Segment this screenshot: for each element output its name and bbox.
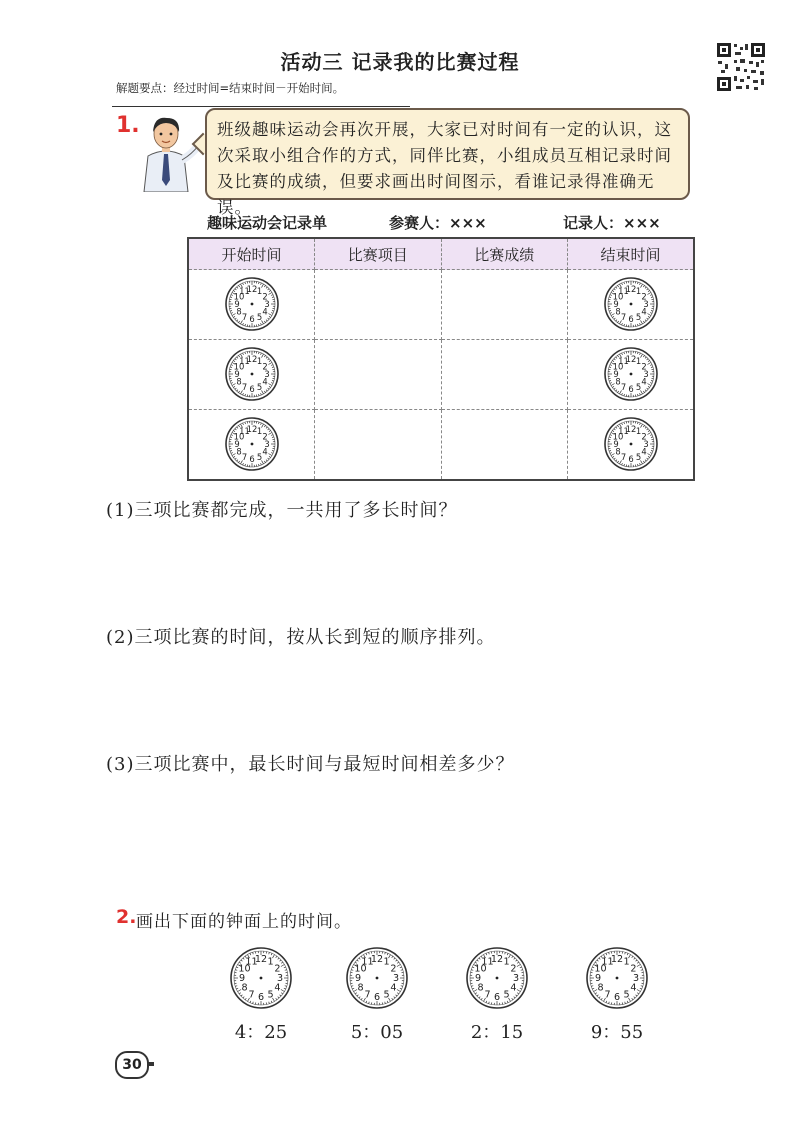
svg-text:7: 7 bbox=[484, 989, 491, 1001]
svg-text:7: 7 bbox=[241, 452, 247, 463]
svg-text:1: 1 bbox=[256, 426, 262, 437]
qr-code[interactable] bbox=[716, 42, 766, 92]
svg-text:12: 12 bbox=[625, 284, 636, 295]
svg-text:2: 2 bbox=[261, 361, 268, 372]
svg-text:8: 8 bbox=[597, 982, 604, 994]
svg-text:8: 8 bbox=[235, 446, 242, 457]
time-label-4: 9：55 bbox=[590, 1022, 644, 1043]
svg-text:7: 7 bbox=[364, 989, 371, 1001]
end-clock-cell[interactable] bbox=[568, 270, 695, 340]
header-result: 比赛成绩 bbox=[441, 238, 568, 270]
svg-text:11: 11 bbox=[601, 956, 614, 968]
svg-text:4: 4 bbox=[640, 446, 647, 457]
table-row bbox=[188, 270, 694, 340]
svg-text:1: 1 bbox=[635, 286, 641, 297]
svg-text:7: 7 bbox=[620, 312, 626, 323]
teacher-illustration bbox=[134, 110, 200, 192]
svg-text:12: 12 bbox=[625, 424, 636, 435]
svg-text:10: 10 bbox=[354, 963, 367, 975]
svg-text:9: 9 bbox=[354, 973, 362, 985]
svg-text:12: 12 bbox=[246, 424, 257, 435]
svg-text:8: 8 bbox=[614, 376, 621, 387]
svg-text:2: 2 bbox=[261, 291, 268, 302]
svg-text:5: 5 bbox=[635, 382, 641, 393]
svg-text:1: 1 bbox=[635, 426, 641, 437]
svg-text:10: 10 bbox=[233, 291, 244, 302]
question-1: (1)三项比赛都完成，一共用了多长时间？ bbox=[106, 500, 458, 521]
svg-text:10: 10 bbox=[233, 361, 244, 372]
time-label-1: 4：25 bbox=[234, 1022, 288, 1043]
bubble-line-3: 及比赛的成绩，但要求画出时间图示，看谁记录得准确无误。 bbox=[217, 172, 655, 217]
clock-face-icon bbox=[229, 946, 293, 1010]
svg-text:4: 4 bbox=[261, 376, 268, 387]
svg-text:3: 3 bbox=[276, 973, 284, 985]
clock-face-icon bbox=[569, 416, 692, 472]
svg-text:7: 7 bbox=[620, 452, 626, 463]
svg-text:10: 10 bbox=[612, 291, 623, 302]
svg-text:6: 6 bbox=[373, 992, 381, 1004]
svg-text:6: 6 bbox=[248, 384, 255, 395]
svg-text:1: 1 bbox=[256, 286, 262, 297]
svg-text:2: 2 bbox=[640, 431, 647, 442]
svg-text:3: 3 bbox=[392, 973, 400, 985]
question-2: (2)三项比赛的时间，按从长到短的顺序排列。 bbox=[106, 627, 496, 648]
svg-text:4: 4 bbox=[390, 982, 397, 994]
header-end-time: 结束时间 bbox=[568, 238, 695, 270]
svg-text:3: 3 bbox=[632, 973, 640, 985]
result-cell[interactable] bbox=[441, 409, 568, 480]
clock-face-icon bbox=[465, 946, 529, 1010]
start-clock-cell[interactable] bbox=[188, 339, 315, 409]
event-cell[interactable] bbox=[315, 339, 442, 409]
svg-text:6: 6 bbox=[248, 314, 255, 325]
header-event: 比赛项目 bbox=[315, 238, 442, 270]
svg-text:4: 4 bbox=[510, 982, 517, 994]
svg-text:11: 11 bbox=[617, 286, 629, 297]
problem-1-number: 1. bbox=[116, 113, 140, 138]
end-clock-cell[interactable] bbox=[568, 339, 695, 409]
svg-text:8: 8 bbox=[357, 982, 364, 994]
svg-text:11: 11 bbox=[238, 426, 250, 437]
record-sheet-title: 趣味运动会记录单 bbox=[207, 214, 328, 232]
svg-text:2: 2 bbox=[640, 291, 647, 302]
svg-text:11: 11 bbox=[238, 356, 250, 367]
svg-text:5: 5 bbox=[635, 452, 641, 463]
svg-text:11: 11 bbox=[617, 356, 629, 367]
time-label-2: 5：05 bbox=[350, 1022, 404, 1043]
svg-text:12: 12 bbox=[246, 284, 257, 295]
table-row bbox=[188, 409, 694, 480]
svg-text:10: 10 bbox=[612, 431, 623, 442]
clock-face-3[interactable] bbox=[465, 946, 529, 1010]
svg-text:5: 5 bbox=[256, 452, 262, 463]
svg-text:6: 6 bbox=[257, 992, 265, 1004]
svg-text:9: 9 bbox=[233, 439, 240, 450]
svg-text:7: 7 bbox=[604, 989, 611, 1001]
svg-text:9: 9 bbox=[238, 973, 246, 985]
result-cell[interactable] bbox=[441, 270, 568, 340]
clock-face-4[interactable] bbox=[585, 946, 649, 1010]
table-row bbox=[188, 339, 694, 409]
svg-text:8: 8 bbox=[235, 376, 242, 387]
clock-face-icon bbox=[569, 276, 692, 332]
record-table bbox=[187, 237, 695, 481]
svg-text:10: 10 bbox=[233, 431, 244, 442]
result-cell[interactable] bbox=[441, 339, 568, 409]
svg-text:11: 11 bbox=[245, 956, 258, 968]
svg-text:4: 4 bbox=[640, 376, 647, 387]
svg-text:10: 10 bbox=[612, 361, 623, 372]
start-clock-cell[interactable] bbox=[188, 409, 315, 480]
svg-text:12: 12 bbox=[246, 354, 257, 365]
problem-2-prompt: 画出下面的钟面上的时间。 bbox=[136, 912, 352, 932]
svg-text:8: 8 bbox=[235, 306, 242, 317]
svg-text:5: 5 bbox=[383, 989, 390, 1001]
svg-text:3: 3 bbox=[263, 299, 270, 310]
svg-text:1: 1 bbox=[635, 356, 641, 367]
svg-text:6: 6 bbox=[627, 454, 634, 465]
svg-text:2: 2 bbox=[274, 963, 281, 975]
svg-text:11: 11 bbox=[238, 286, 250, 297]
svg-text:8: 8 bbox=[614, 446, 621, 457]
svg-text:3: 3 bbox=[263, 439, 270, 450]
svg-text:4: 4 bbox=[640, 306, 647, 317]
question-3: (3)三项比赛中，最长时间与最短时间相差多少？ bbox=[106, 754, 515, 775]
svg-text:1: 1 bbox=[383, 956, 390, 968]
header-start-time: 开始时间 bbox=[188, 238, 315, 270]
problem-2-number: 2. bbox=[116, 906, 137, 928]
svg-text:12: 12 bbox=[370, 954, 384, 966]
svg-text:8: 8 bbox=[614, 306, 621, 317]
svg-text:3: 3 bbox=[263, 369, 270, 380]
svg-text:5: 5 bbox=[623, 989, 630, 1001]
svg-text:6: 6 bbox=[613, 992, 621, 1004]
svg-text:5: 5 bbox=[503, 989, 510, 1001]
svg-text:3: 3 bbox=[642, 439, 649, 450]
page-title: 活动三 记录我的比赛过程 bbox=[280, 50, 520, 74]
clock-face-icon bbox=[569, 346, 692, 402]
clock-face-icon bbox=[190, 416, 313, 472]
svg-text:1: 1 bbox=[256, 356, 262, 367]
svg-text:3: 3 bbox=[642, 299, 649, 310]
recorder-label: 记录人：××× bbox=[563, 214, 661, 232]
svg-text:9: 9 bbox=[474, 973, 482, 985]
tip-text: 解题要点：经过时间=结束时间－开始时间。 bbox=[116, 81, 345, 95]
svg-text:8: 8 bbox=[477, 982, 484, 994]
clock-face-1[interactable] bbox=[229, 946, 293, 1010]
svg-text:5: 5 bbox=[267, 989, 274, 1001]
svg-text:5: 5 bbox=[256, 382, 262, 393]
svg-text:12: 12 bbox=[625, 354, 636, 365]
svg-text:9: 9 bbox=[594, 973, 602, 985]
svg-text:5: 5 bbox=[256, 312, 262, 323]
svg-text:1: 1 bbox=[503, 956, 510, 968]
svg-text:4: 4 bbox=[261, 446, 268, 457]
svg-text:4: 4 bbox=[630, 982, 637, 994]
svg-text:11: 11 bbox=[481, 956, 494, 968]
event-cell[interactable] bbox=[315, 270, 442, 340]
svg-text:12: 12 bbox=[490, 954, 504, 966]
svg-text:6: 6 bbox=[248, 454, 255, 465]
participant-label: 参赛人：××× bbox=[389, 214, 487, 232]
time-label-3: 2：15 bbox=[470, 1022, 524, 1043]
svg-text:12: 12 bbox=[254, 954, 268, 966]
svg-text:9: 9 bbox=[612, 439, 619, 450]
svg-text:2: 2 bbox=[510, 963, 517, 975]
end-clock-cell[interactable] bbox=[568, 409, 695, 480]
svg-text:3: 3 bbox=[512, 973, 520, 985]
clock-face-icon bbox=[190, 276, 313, 332]
svg-text:6: 6 bbox=[627, 384, 634, 395]
svg-text:9: 9 bbox=[233, 299, 240, 310]
svg-text:2: 2 bbox=[640, 361, 647, 372]
svg-text:10: 10 bbox=[238, 963, 251, 975]
clock-face-icon bbox=[190, 346, 313, 402]
svg-text:6: 6 bbox=[627, 314, 634, 325]
svg-text:10: 10 bbox=[594, 963, 607, 975]
clock-face-2[interactable] bbox=[345, 946, 409, 1010]
svg-text:1: 1 bbox=[267, 956, 274, 968]
svg-text:5: 5 bbox=[635, 312, 641, 323]
page-number: 30 bbox=[115, 1051, 149, 1079]
svg-text:11: 11 bbox=[361, 956, 374, 968]
speech-bubble bbox=[205, 108, 690, 217]
svg-text:8: 8 bbox=[241, 982, 248, 994]
svg-text:11: 11 bbox=[617, 426, 629, 437]
event-cell[interactable] bbox=[315, 409, 442, 480]
svg-text:7: 7 bbox=[241, 382, 247, 393]
table-header-row bbox=[188, 238, 694, 270]
svg-text:4: 4 bbox=[274, 982, 281, 994]
svg-text:1: 1 bbox=[623, 956, 630, 968]
svg-text:2: 2 bbox=[630, 963, 637, 975]
svg-text:9: 9 bbox=[612, 369, 619, 380]
svg-text:12: 12 bbox=[610, 954, 624, 966]
clock-face-icon bbox=[345, 946, 409, 1010]
bubble-line-1: 班级趣味运动会再次开展，大家已对时间有一定的认识，这 bbox=[217, 120, 672, 139]
svg-text:9: 9 bbox=[612, 299, 619, 310]
svg-text:2: 2 bbox=[261, 431, 268, 442]
svg-text:4: 4 bbox=[261, 306, 268, 317]
svg-text:3: 3 bbox=[642, 369, 649, 380]
svg-text:6: 6 bbox=[493, 992, 501, 1004]
bubble-line-2: 次采取小组合作的方式，同伴比赛，小组成员互相记录时间 bbox=[217, 146, 672, 165]
svg-text:7: 7 bbox=[241, 312, 247, 323]
start-clock-cell[interactable] bbox=[188, 270, 315, 340]
svg-text:10: 10 bbox=[474, 963, 487, 975]
svg-text:2: 2 bbox=[390, 963, 397, 975]
svg-text:7: 7 bbox=[248, 989, 255, 1001]
svg-text:7: 7 bbox=[620, 382, 626, 393]
svg-text:9: 9 bbox=[233, 369, 240, 380]
clock-face-icon bbox=[585, 946, 649, 1010]
